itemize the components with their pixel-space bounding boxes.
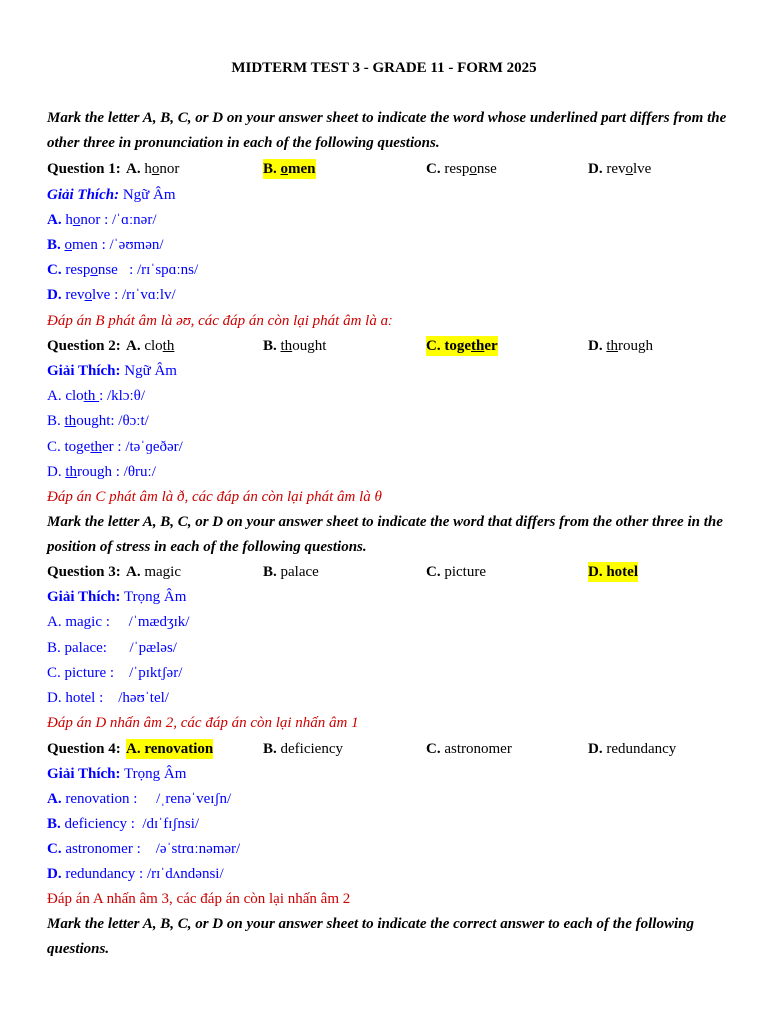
explanation-heading: Giải Thích: Trọng Âm [47,589,187,605]
instruction-pronunciation: Mark the letter A, B, C, or D on your answer sheet to indicate the word whose underlined part differs from the other three in pronunciation in each of the following questions. [47,110,727,151]
option-c-correct: C. together [426,338,498,354]
explanation-line: B. thought: /θɔːt/ [47,413,149,429]
option-c: C. picture [426,564,486,580]
instruction-stress: Mark the letter A, B, C, or D on your answer sheet to indicate the word that differs from the other three in the position of stress in each of the following questions. [47,514,723,555]
option-d: D. redundancy [588,741,677,757]
explanation-heading: Giải Thích: Ngữ Âm [47,187,176,203]
option-d: D. revolve [588,161,652,177]
page-title: MIDTERM TEST 3 - GRADE 11 - FORM 2025 [231,60,537,76]
question-label: Question 4: [47,741,121,757]
explanation-line: C. astronomer : /əˈstrɑːnəmər/ [47,841,241,857]
explanation-line: A. honor : /ˈɑːnər/ [47,212,157,228]
answer-note: Đáp án C phát âm là ð, các đáp án còn lại phát âm là θ [47,489,382,505]
question-label: Question 1: [47,161,121,177]
explanation-line: C. response : /rɪˈspɑːns/ [47,262,199,278]
option-b: B. palace [263,564,319,580]
option-b: B. thought [263,338,327,354]
explanation-heading: Giải Thích: Trọng Âm [47,766,187,782]
explanation-line: D. revolve : /rɪˈvɑːlv/ [47,287,176,303]
answer-note: Đáp án D nhấn âm 2, các đáp án còn lại nhấn âm 1 [47,715,359,731]
option-b: B. deficiency [263,741,343,757]
question-label: Question 2: [47,338,121,354]
explanation-line: C. together : /təˈɡeðər/ [47,439,183,455]
option-a-correct: A. renovation [126,741,214,757]
option-b-correct: B. omen [263,161,316,177]
instruction-correct-answer: Mark the letter A, B, C, or D on your answer sheet to indicate the correct answer to each of the following questions. [47,916,694,957]
option-a: A. cloth [126,338,175,354]
question-label: Question 3: [47,564,121,580]
explanation-line: A. renovation : /ˌrenəˈveɪʃn/ [47,791,232,807]
question-4 [47,739,737,759]
option-d-correct: D. hotel [588,564,639,580]
option-c: C. response [426,161,497,177]
question-1 [47,159,737,179]
explanation-heading: Giải Thích: Ngữ Âm [47,363,177,379]
explanation-line: A. cloth : /klɔːθ/ [47,388,146,404]
explanation-line: B. omen : /ˈəʊmən/ [47,237,164,253]
explanation-line: B. deficiency : /dɪˈfɪʃnsi/ [47,816,200,832]
explanation-line: A. magic : /ˈmædʒɪk/ [47,614,190,630]
explanation-line: D. redundancy : /rɪˈdʌndənsi/ [47,866,224,882]
option-a: A. honor [126,161,180,177]
answer-note: Đáp án A nhấn âm 3, các đáp án còn lại nhấn âm 2 [47,891,351,907]
explanation-line: D. through : /θruː/ [47,464,156,480]
question-3 [47,562,737,582]
option-d: D. through [588,338,654,354]
question-2 [47,336,737,356]
explanation-line: C. picture : /ˈpɪktʃər/ [47,665,183,681]
explanation-line: B. palace: /ˈpæləs/ [47,640,177,656]
option-a: A. magic [126,564,181,580]
explanation-line: D. hotel : /həʊˈtel/ [47,690,169,706]
option-c: C. astronomer [426,741,512,757]
answer-note: Đáp án B phát âm là əʊ, các đáp án còn lại phát âm là ɑː [47,313,393,329]
